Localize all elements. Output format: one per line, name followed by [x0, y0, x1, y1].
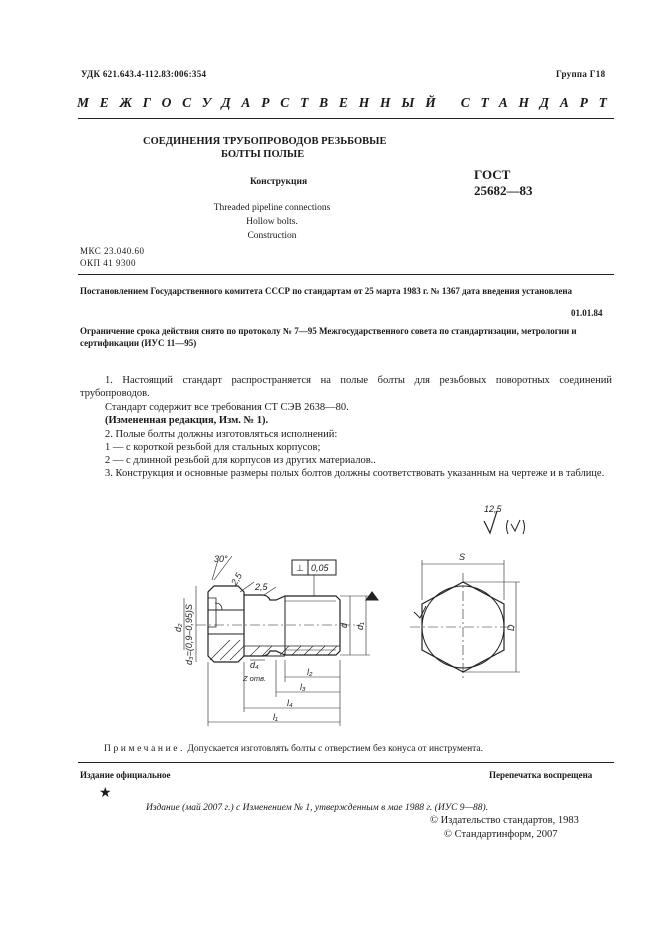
bolt-shank [196, 595, 360, 656]
chamfer-label-1: 2,5 [229, 571, 244, 587]
d4-label: d₄ [250, 660, 259, 670]
interstate-standard-banner: МЕЖГОСУДАРСТВЕННЫЙ СТАНДАРТ [77, 95, 618, 110]
english-title-line3: Construction [247, 231, 297, 241]
clause-2-variant-1: 1 — с короткой резьбой для стальных корпусов; [105, 442, 321, 453]
gost-label: ГОСТ [474, 167, 511, 182]
note-text: Допускается изготовлять болты с отверстием без конуса от инструмента. [187, 744, 484, 754]
clause-1-scope: Стандарт содержит все требования СТ СЭВ 2638—80. [105, 402, 349, 413]
roughness-value: 12,5 [484, 504, 502, 514]
clause-1: 1. Настоящий стандарт распространяется на полые болты для резьбовых поворотных соединений трубопроводов. [80, 375, 612, 399]
udk-code: УДК 621.643.4-112.83:006:354 [81, 69, 207, 79]
english-title-line1: Threaded pipeline connections [213, 203, 331, 213]
copyright-line-2: © Стандартинформ, 2007 [444, 829, 558, 840]
tolerance-symbol: ⊥ [296, 563, 304, 573]
amendment-note: (Измененная редакция, Изм. № 1). [105, 415, 269, 426]
english-title-line2: Hollow bolts. [246, 217, 298, 227]
official-edition: Издание официальное [80, 770, 171, 780]
dimension-lines [184, 556, 370, 726]
document-subtitle: Конструкция [250, 177, 308, 187]
hex-diameter-label: D [506, 624, 516, 631]
mks-code: МКС 23.040.60 [80, 246, 145, 256]
d3-label: d₃=(0,9–0,95)S [184, 604, 194, 665]
bolt-head [208, 586, 244, 662]
okp-code: ОКП 41 9300 [80, 258, 137, 268]
d2-label: d₂ [173, 623, 183, 632]
star-icon: ★ [99, 786, 112, 801]
l4-label: l₄ [287, 698, 293, 708]
d1-label: d₁ [355, 622, 365, 630]
roughness-symbol [484, 511, 525, 534]
limitation-text: Ограничение срока действия снято по протоколу № 7—95 Межгосударственного совета по стандартизации, метрологии и сертификации (ИУС 11—95) [80, 326, 577, 348]
d-label: d [339, 622, 349, 628]
tolerance-value: 0,05 [311, 563, 329, 573]
copyright-line-1: © Издательство стандартов, 1983 [430, 815, 579, 826]
clause-3: 3. Конструкция и основные размеры полых болтов должны соответствовать указанным на чертеже и в таблице. [105, 468, 605, 479]
hex-width-label: S [459, 552, 466, 562]
z-hole-label: Z отв. [243, 674, 267, 683]
bolt-end-view [410, 560, 520, 681]
introduction-date: 01.01.84 [571, 308, 603, 318]
gost-code: 25682—83 [474, 183, 533, 198]
chamfer-label-2: 2,5 [255, 582, 268, 592]
drawing-note [104, 744, 483, 754]
angle-label: 30° [214, 554, 228, 564]
l2-label: l₂ [307, 667, 313, 677]
clause-2-variant-2: 2 — с длинной резьбой для корпусов из других материалов.. [105, 455, 376, 466]
group-code: Группа Г18 [556, 69, 606, 79]
reprint-notice: Перепечатка воспрещена [489, 770, 593, 780]
clause-2: 2. Полые болты должны изготовляться исполнений: [105, 429, 338, 440]
footer-divider [78, 762, 614, 763]
note-label: Примечание. [104, 744, 186, 754]
decree-text: Постановлением Государственного комитета СССР по стандартам от 25 марта 1983 г. № 1367 дата введения установлена [80, 286, 573, 296]
document-title-line2: БОЛТЫ ПОЛЫЕ [221, 149, 305, 160]
document-title-line1: СОЕДИНЕНИЯ ТРУБОПРОВОДОВ РЕЗЬБОВЫЕ [143, 136, 387, 147]
l3-label: l₃ [300, 682, 306, 692]
publication-info: Издание (май 2007 г.) с Изменением № 1, утвержденным в мае 1988 г. (ИУС 9—88). [146, 803, 489, 813]
l1-label: l₁ [273, 712, 278, 722]
